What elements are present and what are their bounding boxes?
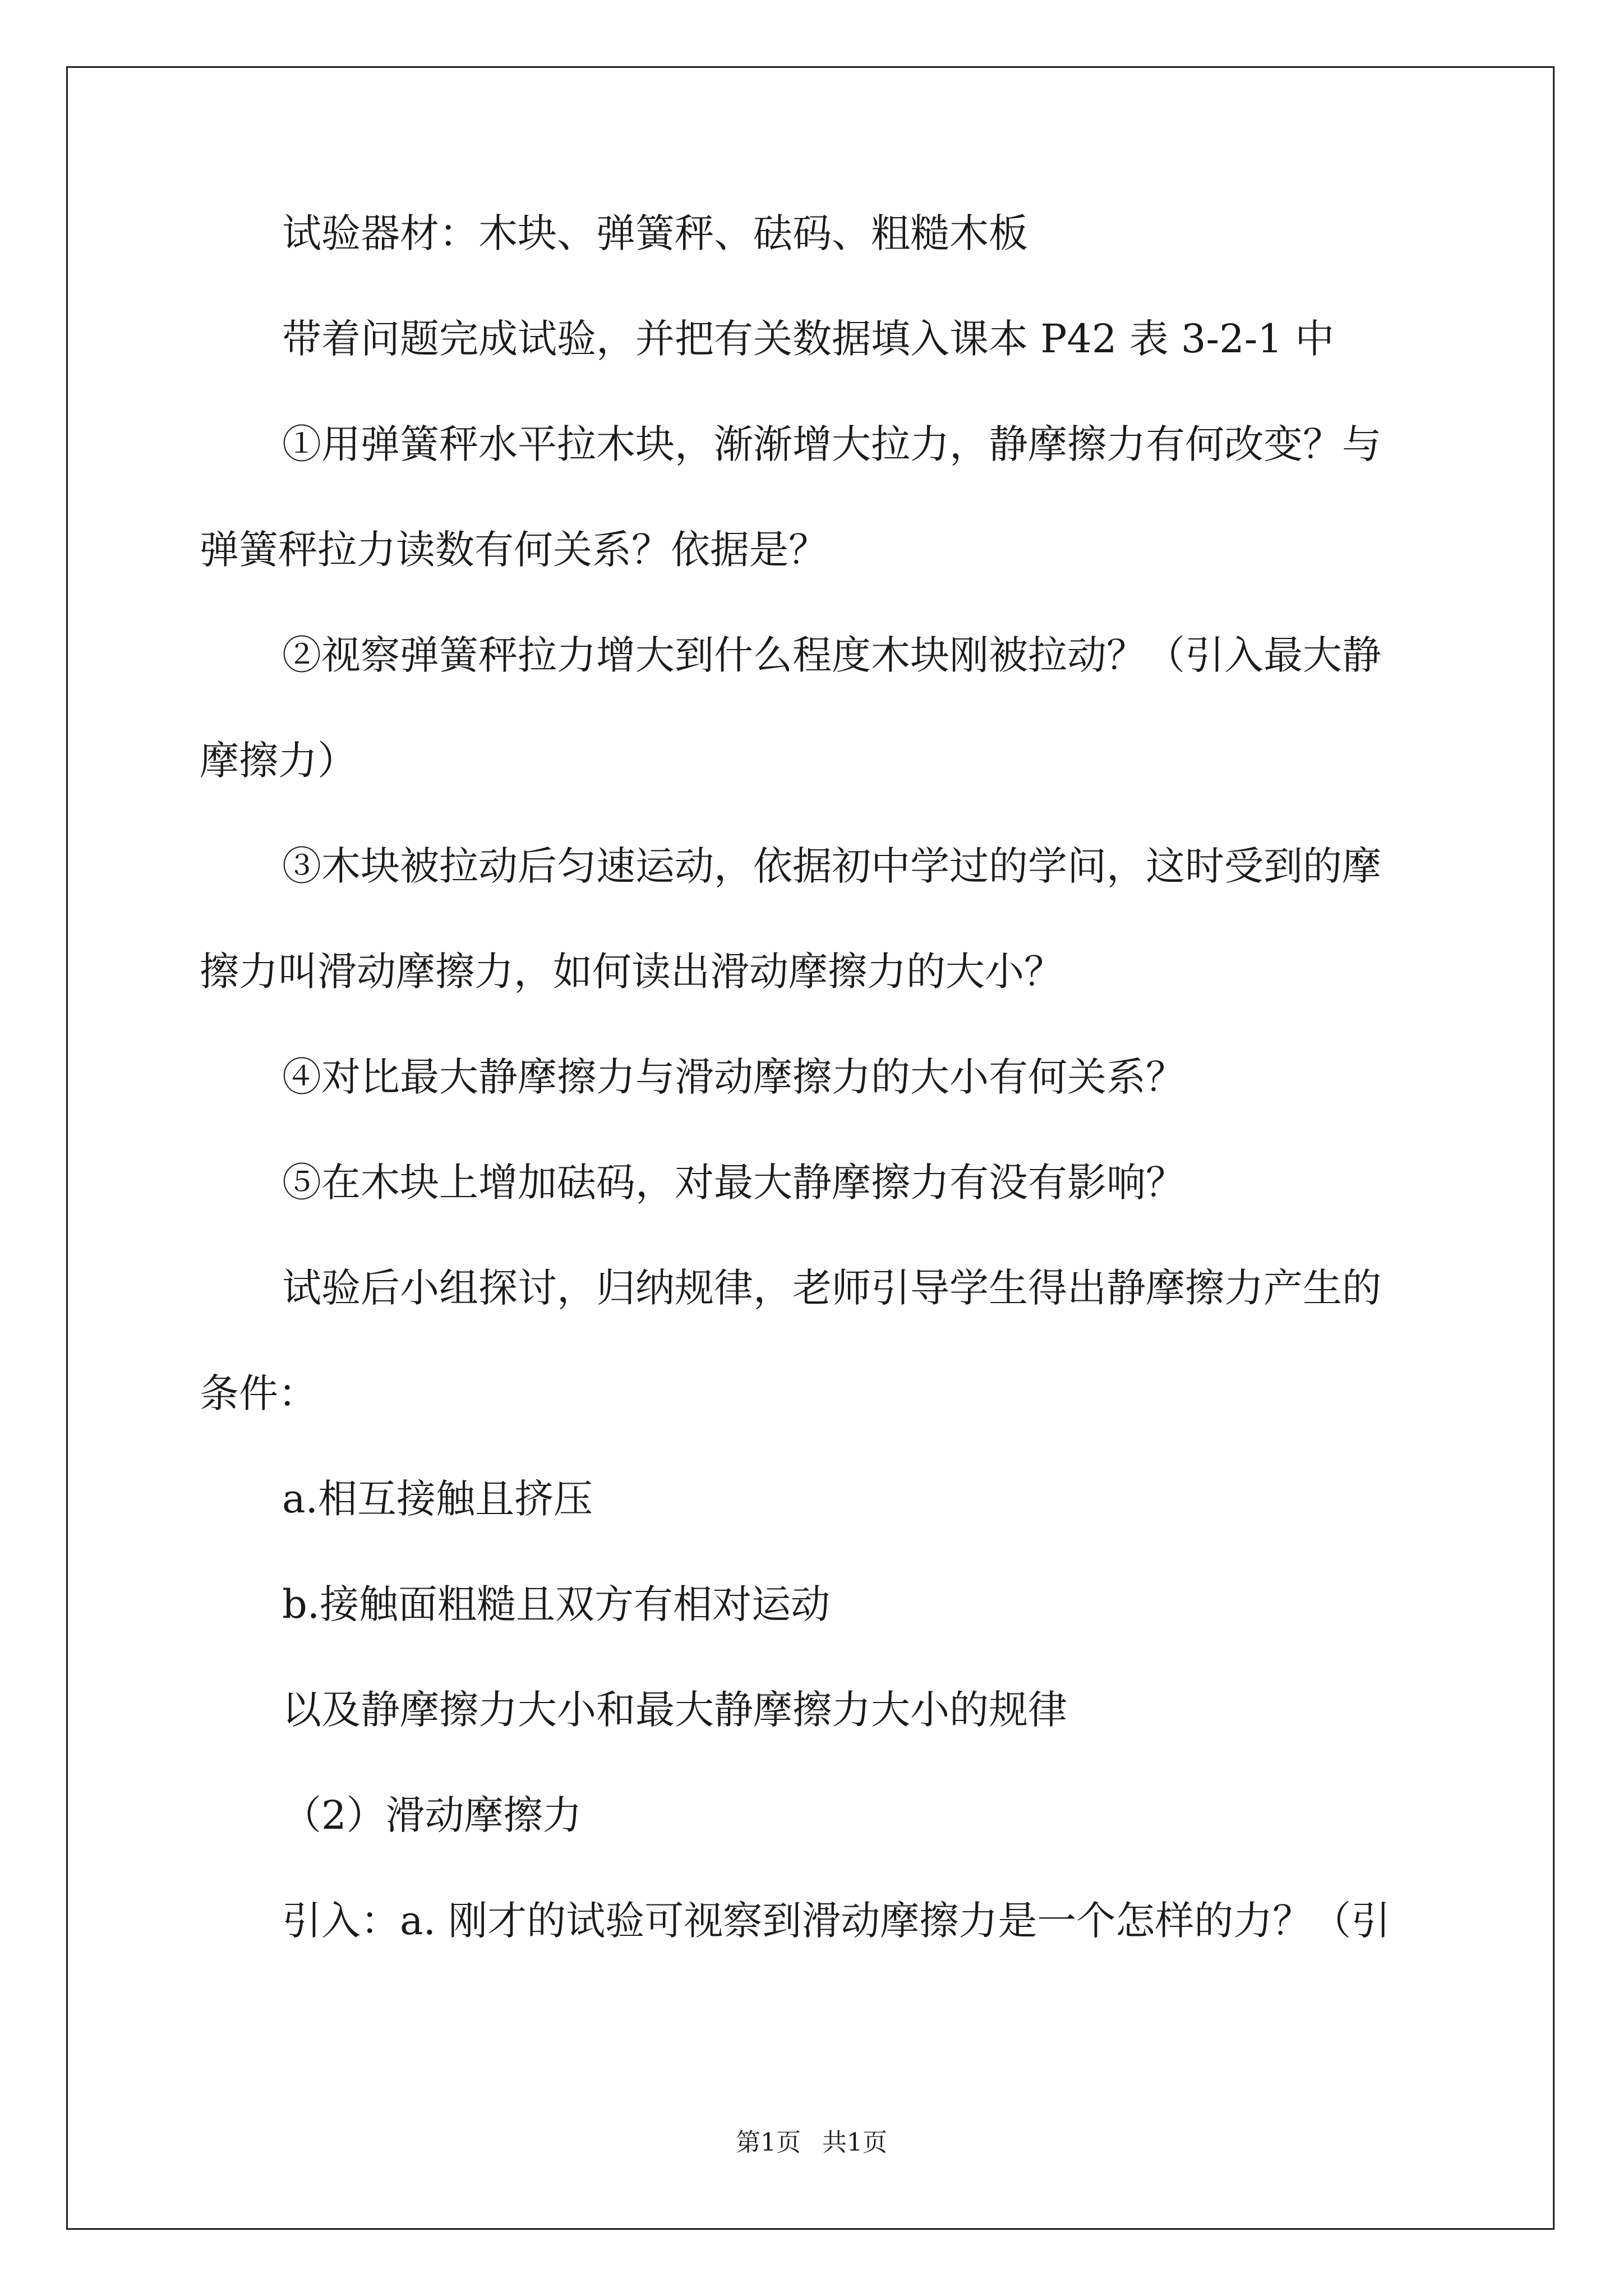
rules-line: 以及静摩擦力大小和最大静摩擦力大小的规律	[282, 1687, 1067, 1733]
page-number: 第1页	[736, 2128, 801, 2157]
summary-line-1: 试验后小组探讨，归纳规律，老师引导学生得出静摩擦力产生的	[282, 1265, 1381, 1311]
page-footer	[0, 2127, 1623, 2159]
question-2-line-1: ②视察弹簧秤拉力增大到什么程度木块刚被拉动？（引入最大静	[282, 632, 1381, 678]
question-5: ⑤在木块上增加砝码，对最大静摩擦力有没有影响？	[282, 1159, 1185, 1205]
paragraph-materials: 试验器材：木块、弹簧秤、砝码、粗糙木板	[282, 210, 1028, 256]
introduction-line: 引入：a. 刚才的试验可视察到滑动摩擦力是一个怎样的力？（引	[282, 1898, 1391, 1944]
question-1-line-1: ①用弹簧秤水平拉木块，渐渐增大拉力，静摩擦力有何改变？与	[282, 421, 1381, 467]
paragraph-instructions: 带着问题完成试验，并把有关数据填入课本 P42 表 3-2-1 中	[282, 316, 1335, 362]
section-heading-sliding-friction: （2）滑动摩擦力	[282, 1792, 582, 1838]
question-2-line-2: 摩擦力）	[200, 738, 357, 784]
condition-b: b.接触面粗糙且双方有相对运动	[282, 1581, 831, 1627]
question-4: ④对比最大静摩擦力与滑动摩擦力的大小有何关系？	[282, 1054, 1185, 1100]
summary-line-2: 条件：	[200, 1370, 317, 1416]
condition-a: a.相互接触且挤压	[282, 1476, 593, 1522]
document-body	[200, 208, 1433, 1947]
question-1-line-2: 弹簧秤拉力读数有何关系？依据是？	[200, 527, 828, 573]
question-3-line-1: ③木块被拉动后匀速运动，依据初中学过的学问，这时受到的摩	[282, 843, 1381, 889]
page-total: 共1页	[822, 2128, 887, 2157]
question-3-line-2: 擦力叫滑动摩擦力，如何读出滑动摩擦力的大小？	[200, 949, 1063, 995]
